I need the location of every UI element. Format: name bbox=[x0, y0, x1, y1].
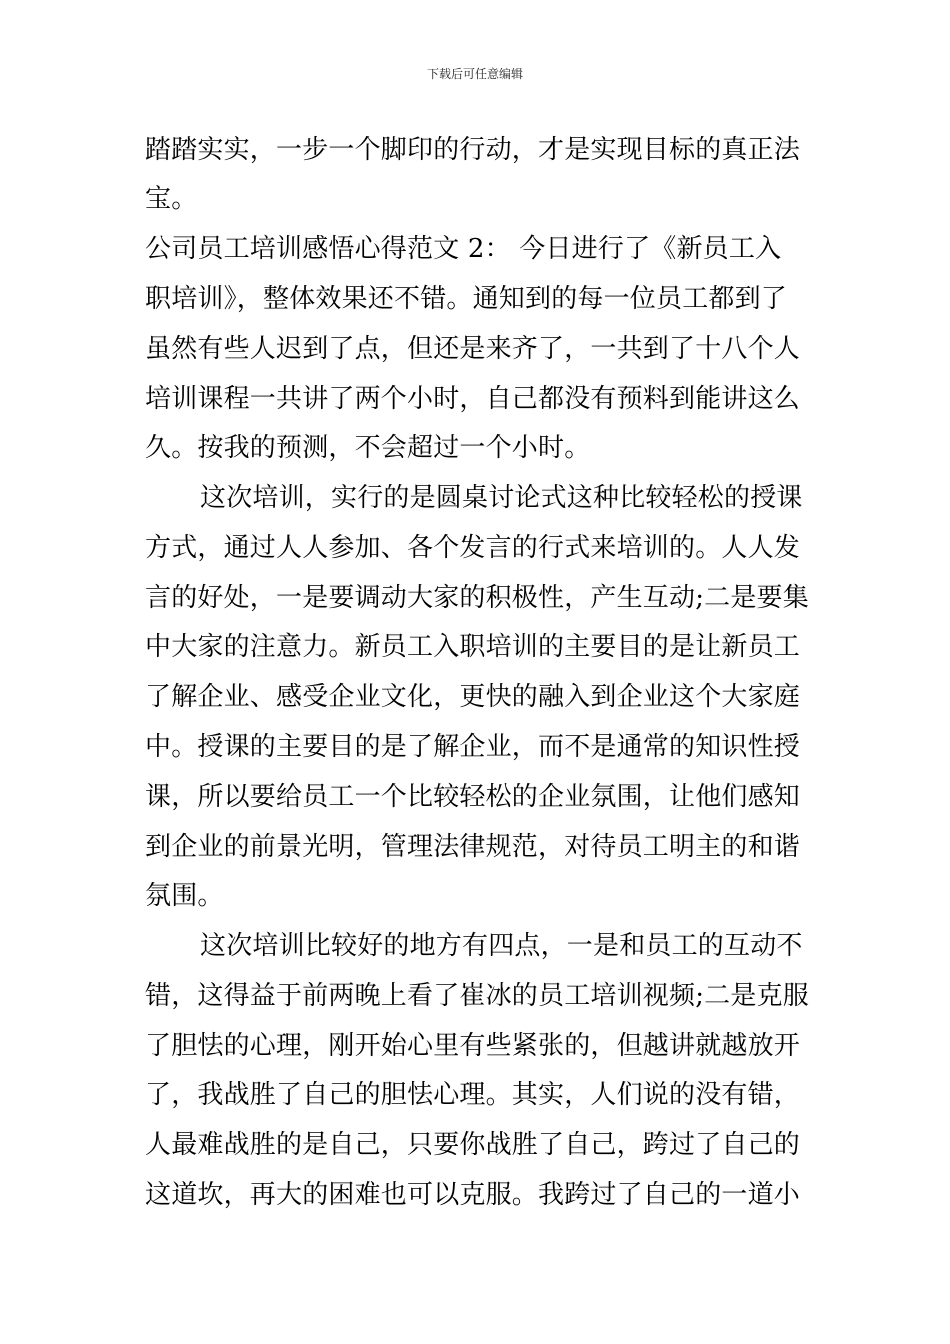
text-line: 了，我战胜了自己的胆怯心理。其实，人们说的没有错， bbox=[145, 1080, 801, 1110]
text-line: 氛围。 bbox=[145, 881, 224, 911]
text-line: 到企业的前景光明，管理法律规范，对待员工明主的和谐 bbox=[145, 832, 801, 862]
text-line: 课，所以要给员工一个比较轻松的企业氛围，让他们感知 bbox=[145, 782, 801, 812]
text-line: 中大家的注意力。新员工入职培训的主要目的是让新员工 bbox=[145, 632, 801, 662]
section-heading-line: 公司员工培训感悟心得范文 2： 今日进行了《新员工入 bbox=[145, 234, 782, 264]
text-line: 虽然有些人迟到了点，但还是来齐了，一共到了十八个人 bbox=[145, 334, 801, 364]
text-line: 了解企业、感受企业文化，更快的融入到企业这个大家庭 bbox=[145, 682, 801, 712]
text-line: 中。授课的主要目的是了解企业，而不是通常的知识性授 bbox=[145, 732, 801, 762]
paragraph-start-line: 这次培训比较好的地方有四点，一是和员工的互动不 bbox=[200, 931, 803, 961]
text-line: 久。按我的预测，不会超过一个小时。 bbox=[145, 433, 591, 463]
text-line: 职培训》，整体效果还不错。通知到的每一位员工都到了 bbox=[145, 284, 788, 314]
text-line: 错，这得益于前两晚上看了崔冰的员工培训视频;二是克服 bbox=[145, 981, 809, 1011]
text-line: 宝。 bbox=[145, 184, 198, 214]
text-line: 这道坎，再大的困难也可以克服。我跨过了自己的一道小 bbox=[145, 1180, 801, 1210]
paragraph-start-line: 这次培训，实行的是圆桌讨论式这种比较轻松的授课 bbox=[200, 483, 803, 513]
page-header: 下载后可任意编辑 bbox=[426, 67, 523, 81]
text-line: 言的好处，一是要调动大家的积极性，产生互动;二是要集 bbox=[145, 583, 809, 613]
text-line: 了胆怯的心理，刚开始心里有些紧张的，但越讲就越放开 bbox=[145, 1031, 801, 1061]
text-line: 人最难战胜的是自己，只要你战胜了自己，跨过了自己的 bbox=[145, 1130, 801, 1160]
text-line: 踏踏实实，一步一个脚印的行动，才是实现目标的真正法 bbox=[145, 135, 801, 165]
text-line: 方式，通过人人参加、各个发言的行式来培训的。人人发 bbox=[145, 533, 801, 563]
text-line: 培训课程一共讲了两个小时，自己都没有预料到能讲这么 bbox=[145, 384, 801, 414]
